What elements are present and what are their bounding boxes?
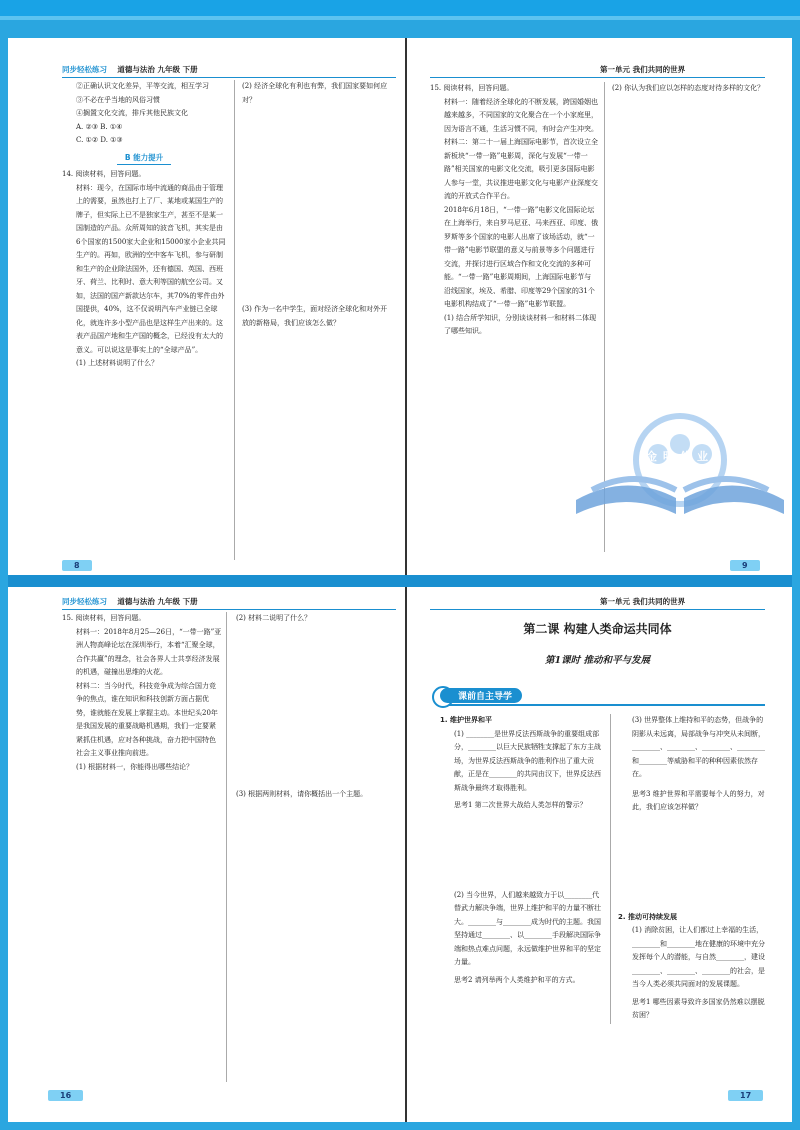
question-material: 材料二：第二十一届上海国际电影节，首次设立全新板块“一带一路”电影周，深化与发展“一带一路”相关国家的电影文化交流，吸引更多国际电影人参与一堂，共议推进电影文化与电影产业深度交流的开放式合作平台。 <box>444 138 598 200</box>
option-line: ③不必在乎当地的风俗习惯 <box>76 95 160 104</box>
question-material: 材料：现今，在国际市场中流通的商品由于管理上的需要，虽然也打上了厂、某地或某国生产的牌子，但实际上已不是独家生产，甚至不是某一国制造的产品。众所周知的波音飞机，其实是由6个国家的1500家大企业和15000家小企业共同生产的。再如，欧洲的空中客车飞机，参与研制和生产的企业除法国外，还有德国、英国、西班牙、荷兰、比利时、意大利等国的航空公司。又如，法国的国产新款达尔车，其70%的零件由外国提供，40%，这不仅说明汽车产业链已全球化，就连许多小型产品也是这样生产出来的。这表产品国产地和生产国的概念，已经没有太大的意义。可以说这是事实上的“全球产品”。 <box>76 183 226 354</box>
header-brand: 同步轻松练习 <box>62 65 107 74</box>
right-column <box>242 80 392 330</box>
topic-heading: 1. 维护世界和平 <box>440 716 492 724</box>
page-number: 9 <box>730 560 760 571</box>
page-header <box>600 64 685 76</box>
option-line: ④搁置文化交流，排斥其他民族文化 <box>76 109 188 117</box>
publisher-logo-watermark <box>572 410 787 520</box>
sub-question: (2) 材料二说明了什么？ <box>236 614 312 622</box>
header-rule <box>62 609 396 610</box>
header-rule <box>62 77 396 78</box>
sub-question: (3) 根据两则材料，请你概括出一个主题。 <box>236 789 368 798</box>
sub-question: (3) 作为一名中学生，面对经济全球化和对外开放的新格局，我们应该怎么做？ <box>242 305 388 327</box>
header-title: 道德与法治 九年级 下册 <box>117 597 198 606</box>
spread-separator <box>8 575 792 587</box>
think-prompt: 思考1 哪些因素导致许多国家仍然难以摆脱贫困？ <box>632 997 765 1019</box>
left-column <box>62 80 226 371</box>
topic-heading: 2. 推动可持续发展 <box>618 912 677 921</box>
right-column <box>612 82 767 96</box>
page-number: 16 <box>48 1090 83 1101</box>
page-header <box>62 64 198 76</box>
right-column <box>618 714 766 1023</box>
page-number: 8 <box>62 560 92 571</box>
question-title: 15. 阅读材料，回答问题。 <box>62 614 146 622</box>
answer-choices: A. ②③ B. ①④ <box>76 122 123 131</box>
column-divider <box>610 714 611 1024</box>
think-prompt: 思考2 请列举两个人类维护和平的方式。 <box>454 975 580 984</box>
question-material: 材料一：2018年8月25—26日，“一带一路”亚洲人物高峰论坛在深圳举行，本着“汇聚全球，合作共赢”的理念，社会各界人士共享经济发展的机遇，碰撞出思维的火花。 <box>76 627 222 676</box>
lesson-title: 第二课 构建人类命运共同体 <box>523 622 672 636</box>
question-material: 2018年6月18日，“一带一路”电影文化国际论坛在上海举行，来自罗马尼亚、马来西亚、印度、俄罗斯等多个国家的电影人出席了该场活动，就“一带一路”电影节联盟的意义与前景等多个问题进行交流，并探讨进行区域合作和文化交流的多种可能。“一带一路”电影周期间，上海国际电影节与沿线国家，埃及、希腊、印度等29个国家的31个电影机构结成了“一带一路”电影节联盟。 <box>444 205 598 308</box>
question-material: 材料二：当今时代，科技竞争成为综合国力竞争的焦点，谁在知识和科技创新方面占据优势，谁就能在发展上掌握主动。本世纪头20年是我国发展的重要战略机遇期，我们一定要紧紧抓住机遇，应对各种挑战，奋力把中国特色社会主义事业推向前进。 <box>76 681 218 757</box>
banner-label: 课前自主导学 <box>440 688 522 703</box>
answer-choices: C. ①② D. ①③ <box>76 136 123 144</box>
section-banner <box>440 688 765 706</box>
think-prompt: 思考3 维护世界和平需要每个人的努力，对此，我们应该怎样做？ <box>632 789 765 811</box>
question-title: 14. 阅读材料，回答问题。 <box>62 170 146 178</box>
left-column <box>440 714 605 987</box>
header-rule <box>430 609 765 610</box>
lesson-subtitle: 第1课时 推动和平与发展 <box>545 655 650 666</box>
sub-question: (1) 根据材料一，你能得出哪些结论？ <box>76 762 194 771</box>
fill-in-text: (3) 世界整体上维持和平的态势，但战争的阴影从未远离，局部战争与冲突从未间断，________、________、________、________和________等威胁和平的种种因素依然存在。 <box>632 716 765 778</box>
right-column <box>236 612 391 801</box>
column-divider <box>234 80 235 560</box>
column-divider <box>226 612 227 1082</box>
think-prompt: 思考1 第二次世界大战给人类怎样的警示？ <box>454 801 587 809</box>
sub-question: (1) 上述材料说明了什么？ <box>76 359 159 367</box>
fill-in-text: (2) 当今世界，人们越来越致力于以________代替武力解决争端，世界上维护和平的力量不断壮大。________与________成为时代的主题。我国坚持通过________、以________手段解决国际争端和热点难点问题，永远做维护世界和平的坚定力量。 <box>454 890 601 966</box>
top-bar-stripe <box>0 16 800 20</box>
page-header <box>62 596 198 608</box>
question-title: 15. 阅读材料，回答问题。 <box>430 84 514 92</box>
left-column <box>62 612 222 774</box>
header-title: 道德与法治 九年级 下册 <box>117 65 198 74</box>
section-badge: B 能力提升 <box>117 151 171 166</box>
watermark-text: 金明伟业 <box>646 450 714 463</box>
question-material: 材料一：随着经济全球化的不断发展，跨国婚姻也越来越多，不同国家的文化聚合在一个小家庭里，因为语言不通，生活习惯不同，有时会产生冲突。 <box>444 97 598 133</box>
header-title: 第一单元 我们共同的世界 <box>600 597 686 606</box>
option-line: ②正确认识文化差异，平等交流，相互学习 <box>76 82 209 90</box>
header-brand: 同步轻松练习 <box>62 597 107 606</box>
sub-question: (2) 经济全球化有利也有弊，我们国家要如何应对？ <box>242 82 388 104</box>
page-header <box>600 596 685 608</box>
sub-question: (2) 你认为我们应以怎样的态度对待多样的文化？ <box>612 84 765 92</box>
fill-in-text: (1) 消除贫困，让人们都过上幸福的生活，________和________地在健康的环境中充分发挥每个人的潜能，与自然________，建设________、________、________的社会，是当今人类必须共同面对的发展课题。 <box>632 926 765 988</box>
header-rule <box>430 77 765 78</box>
page-number: 17 <box>728 1090 763 1101</box>
left-column <box>430 82 598 339</box>
header-title: 第一单元 我们共同的世界 <box>600 65 686 74</box>
fill-in-text: (1) ________是世界反法西斯战争的重要组成部分，________以巨大民族牺牲支撑起了东方主战场，为世界反法西斯战争的胜利作出了重大贡献，正是在________的共同由汉下，世界反法西斯战争最终才取得胜利。 <box>454 729 601 792</box>
sub-question: (1) 结合所学知识，分别谈谈材料一和材料二体现了哪些知识。 <box>444 313 597 335</box>
